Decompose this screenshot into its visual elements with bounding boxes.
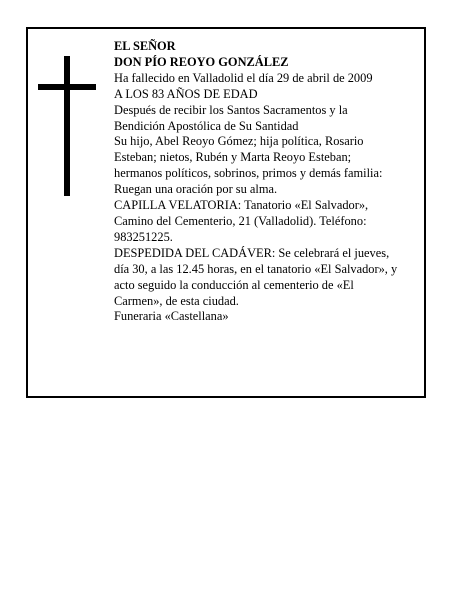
notice-line: Después de recibir los Santos Sacramentos y la (114, 102, 348, 117)
notice-line: Carmen», de esta ciudad. (114, 293, 239, 308)
notice-title-line1: EL SEÑOR (114, 39, 176, 53)
notice-line: Su hijo, Abel Reoyo Gómez; hija política, Rosario (114, 134, 364, 149)
notice-line: Camino del Cementerio, 21 (Valladolid). Teléfono: (114, 213, 367, 228)
notice-line: Funeraria «Castellana» (114, 309, 229, 324)
notice-line: Esteban; nietos, Rubén y Marta Reoyo Esteban; (114, 150, 352, 165)
notice-line: A LOS 83 AÑOS DE EDAD (114, 86, 258, 101)
notice-line: CAPILLA VELATORIA: Tanatorio «El Salvador», (114, 198, 369, 213)
obituary-text (114, 39, 432, 325)
cross-icon (64, 56, 70, 196)
notice-line: acto seguido la conducción al cementerio de «El (114, 277, 354, 292)
notice-line: hermanos políticos, sobrinos, primos y demás familia: (114, 166, 383, 181)
notice-line: 983251225. (114, 229, 173, 244)
notice-line: Ha fallecido en Valladolid el día 29 de abril de 2009 (114, 70, 373, 85)
notice-line: Bendición Apostólica de Su Santidad (114, 118, 299, 133)
cross-icon-bar (38, 84, 96, 90)
notice-line: DESPEDIDA DEL CADÁVER: Se celebrará el jueves, (114, 245, 390, 260)
notice-line: día 30, a las 12.45 horas, en el tanatorio «El Salvador», y (114, 261, 398, 276)
deceased-name: DON PÍO REOYO GONZÁLEZ (114, 54, 289, 69)
notice-line: Ruegan una oración por su alma. (114, 182, 278, 197)
